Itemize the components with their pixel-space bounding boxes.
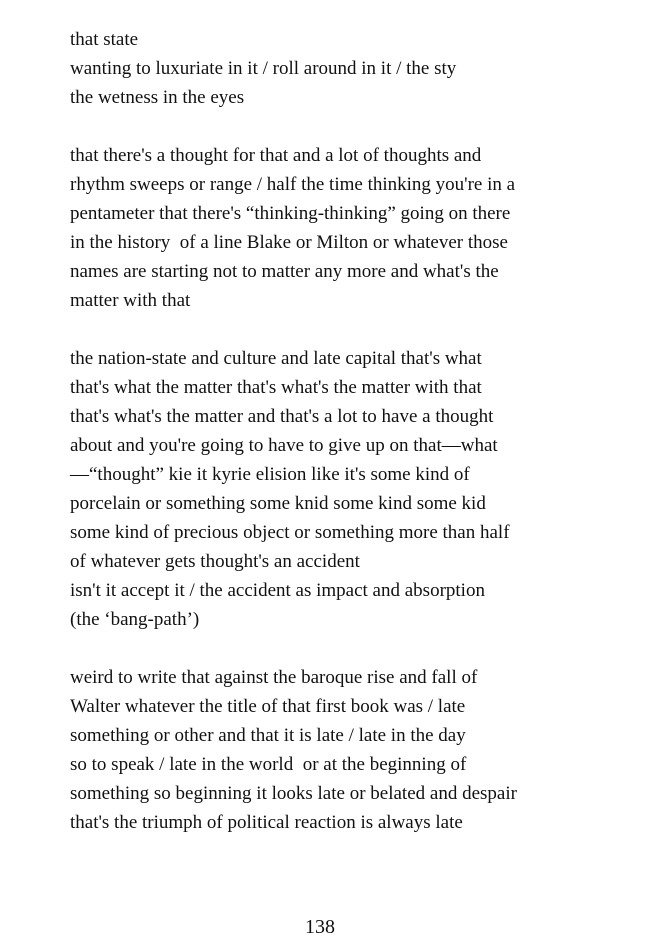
poem-line: about and you're going to have to give up on that—what [70,435,498,456]
poem-line: matter with that [70,290,191,311]
poem-line: something so beginning it looks late or belated and despair [70,783,517,804]
poem-line: pentameter that there's “thinking-thinking” going on there [70,203,511,224]
page-number: 138 [305,916,335,938]
poem-line: rhythm sweeps or range / half the time thinking you're in a [70,174,516,195]
poem-line: of whatever gets thought's an accident [70,551,360,572]
stanza [70,663,630,837]
poem-line: that there's a thought for that and a lot of thoughts and [70,145,482,166]
poem-line: in the history of a line Blake or Milton or whatever those [70,232,508,253]
poem-line: (the ‘bang-path’) [70,609,200,630]
poem-line: that's what the matter that's what's the matter with that [70,377,482,398]
poem-line: some kind of precious object or something more than half [70,522,510,543]
poem-line: that's what's the matter and that's a lot to have a thought [70,406,494,427]
poem-body [70,25,630,866]
poem-line: Walter whatever the title of that first book was / late [70,696,466,717]
poem-line: something or other and that it is late / late in the day [70,725,466,746]
poem-line: —“thought” kie it kyrie elision like it's some kind of [70,464,470,485]
stanza [70,344,630,634]
poem-line: so to speak / late in the world or at the beginning of [70,754,467,775]
poem-line: the nation-state and culture and late capital that's what [70,348,482,369]
stanza [70,141,630,315]
poem-line: weird to write that against the baroque rise and fall of [70,667,478,688]
poem-line: isn't it accept it / the accident as impact and absorption [70,580,485,601]
poem-line: porcelain or something some knid some kind some kid [70,493,486,514]
poem-line: wanting to luxuriate in it / roll around in it / the sty [70,58,457,79]
poem-line: the wetness in the eyes [70,87,245,108]
poem-line: that state [70,29,139,50]
stanza [70,25,630,112]
poem-line: that's the triumph of political reaction is always late [70,812,463,833]
poem-line: names are starting not to matter any more and what's the [70,261,499,282]
